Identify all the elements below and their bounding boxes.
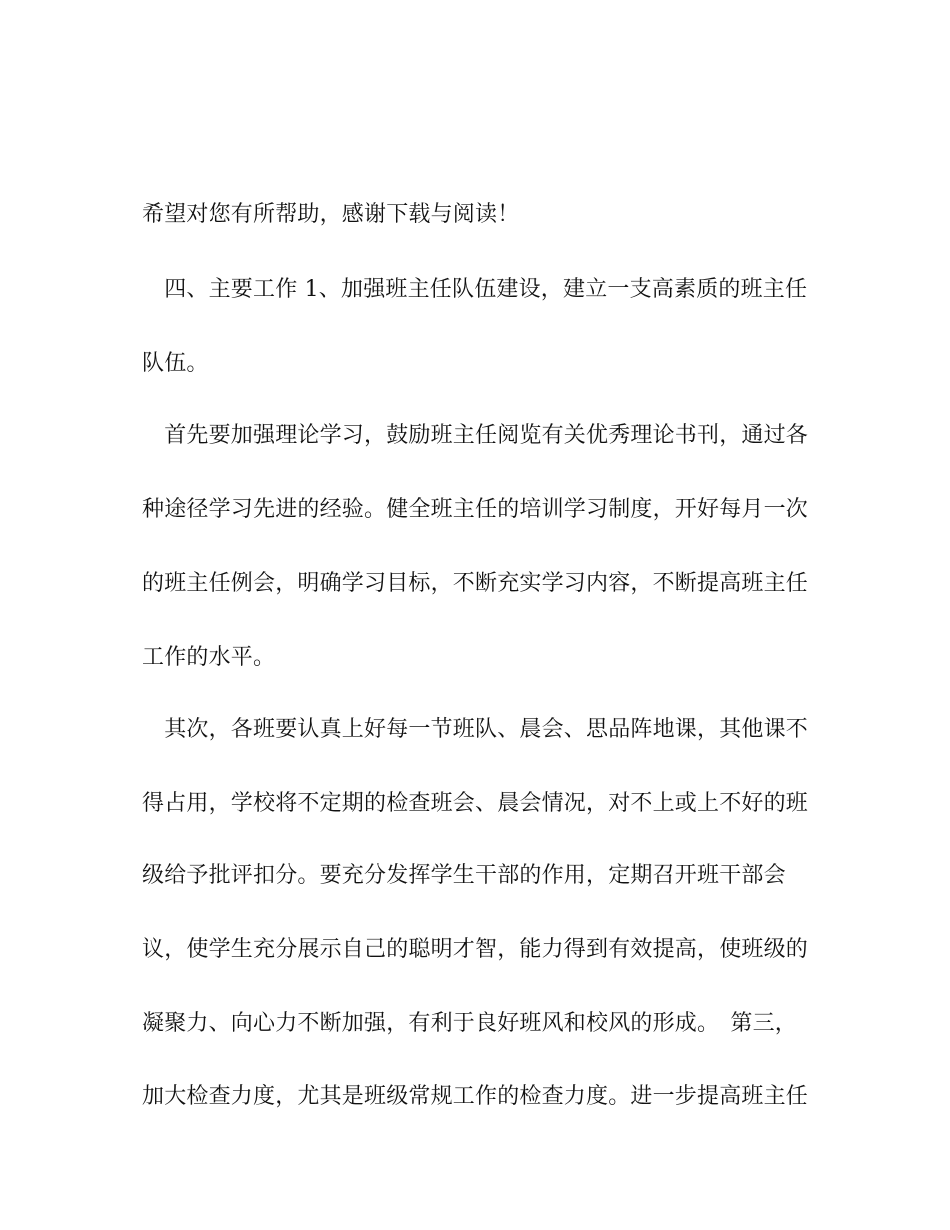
text-line: 首先要加强理论学习，鼓励班主任阅览有关优秀理论书刊，通过各 — [142, 423, 809, 448]
text-line: 议，使学生充分展示自己的聪明才智，能力得到有效提高，使班级的 — [142, 937, 809, 962]
text-line: 加大检查力度，尤其是班级常规工作的检查力度。进一步提高班主任 — [142, 1084, 809, 1109]
text-line: 其次，各班要认真上好每一节班队、晨会、思品阵地课，其他课不 — [142, 717, 809, 742]
text-line: 种途径学习先进的经验。健全班主任的培训学习制度，开好每月一次 — [142, 497, 809, 522]
text-line: 希望对您有所帮助，感谢下载与阅读！ — [142, 202, 520, 227]
text-line: 得占用，学校将不定期的检查班会、晨会情况，对不上或上不好的班 — [142, 791, 809, 816]
text-line: 级给予批评扣分。要充分发挥学生干部的作用，定期召开班干部会 — [142, 863, 786, 888]
text-line: 四、主要工作 1、加强班主任队伍建设，建立一支高素质的班主任 — [142, 277, 808, 302]
text-line: 凝聚力、向心力不断加强，有利于良好班风和校风的形成。 第三， — [142, 1011, 798, 1036]
text-line: 的班主任例会，明确学习目标，不断充实学习内容，不断提高班主任 — [142, 571, 809, 596]
text-line: 工作的水平。 — [142, 645, 276, 670]
text-line: 队伍。 — [142, 351, 209, 376]
